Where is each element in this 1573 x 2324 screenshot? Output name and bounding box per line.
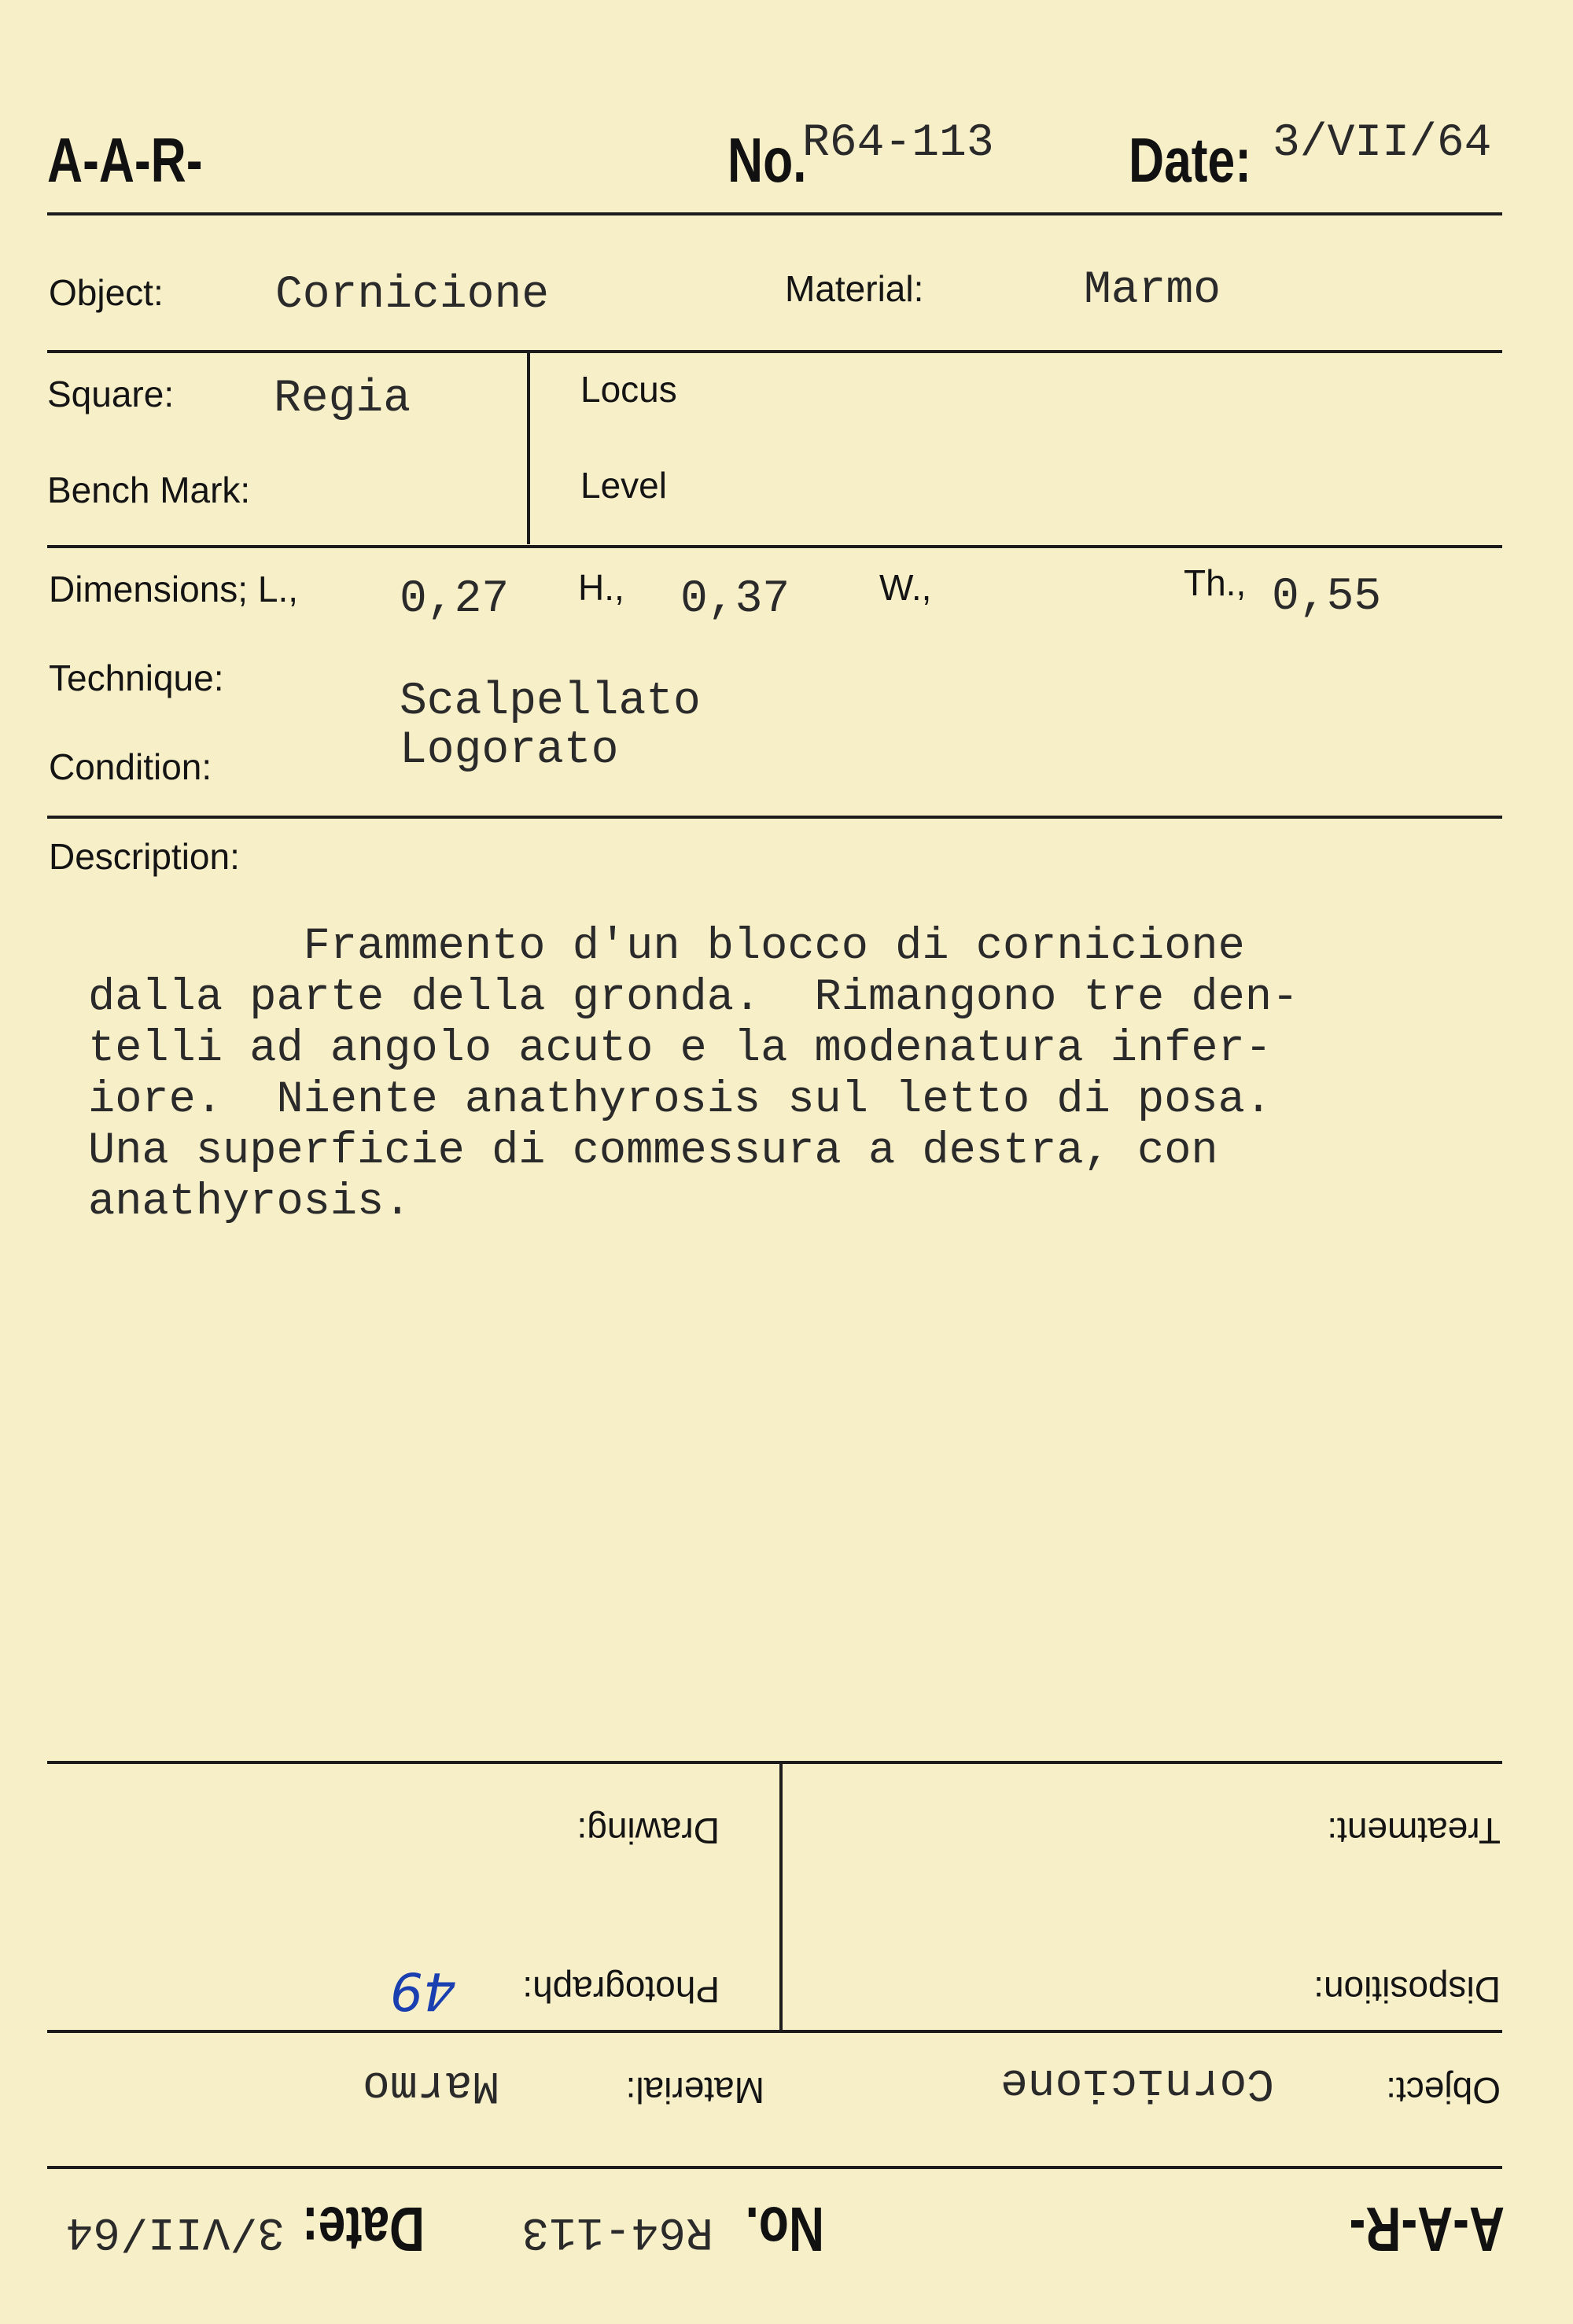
material-label: Material: [785,268,924,309]
number-value: R64-113 [802,118,994,169]
treatment-label: Treatment: [1327,1810,1501,1851]
condition-value: Logorato [400,725,619,776]
height-label: H., [578,567,624,608]
width-label: W., [879,567,932,608]
drawing-label: Drawing: [577,1810,720,1851]
reverse-number-label: No. [745,2194,824,2264]
material-value: Marmo [1084,265,1221,316]
technique-value: Scalpellato [400,676,701,727]
technique-label: Technique: [49,657,224,698]
reverse-material-value: Marmo [362,2059,499,2110]
length-value: 0,27 [400,574,510,625]
date-value: 3/VII/64 [1273,118,1492,169]
series-code: A-A-R- [47,125,203,195]
reverse-series-code: A-A-R- [1349,2194,1505,2264]
description-label: Description: [49,836,240,877]
reverse-section [0,1679,1573,2324]
locus-label: Locus [580,369,677,410]
square-value: Regia [274,374,411,425]
dimensions-label: Dimensions; L., [49,569,299,610]
number-label: No. [728,125,807,195]
rule-condition [47,816,1502,819]
reverse-object-value: Cornicione [1000,2057,1274,2108]
description-text: Frammento d'un blocco di cornicione dalla parte della gronda. Rimangono tre den- telli ad angolo acuto e la modenatura infer- iore. Niente anathyrosis sul letto di posa. Una superficie di commessura a destra, con anathyrosis. [88,922,1299,1228]
object-value: Cornicione [275,270,550,321]
reverse-rule-vertical [779,1764,783,2031]
rule-object [47,350,1502,353]
reverse-material-label: Material: [625,2070,764,2111]
square-label: Square: [47,374,175,414]
reverse-date-label: Date: [301,2194,425,2264]
rule-vertical-square [527,352,530,544]
object-label: Object: [49,272,164,313]
reverse-number-value: R64-113 [521,2205,713,2256]
disposition-label: Disposition: [1313,1969,1501,2010]
reverse-rule-object [47,2030,1502,2033]
reverse-object-label: Object: [1386,2070,1501,2111]
reverse-rule-header [47,2166,1502,2169]
rule-square [47,545,1502,548]
thickness-value: 0,55 [1272,572,1382,623]
date-label: Date: [1129,125,1252,195]
height-value: 0,37 [680,574,790,625]
photograph-label: Photograph: [522,1969,720,2010]
thickness-label: Th., [1184,562,1247,603]
condition-label: Condition: [49,746,212,787]
rule-header [47,212,1502,215]
photograph-number: 49 [390,1961,456,2021]
reverse-rule-bottom [47,1761,1502,1764]
bench-mark-label: Bench Mark: [47,470,251,510]
level-label: Level [580,465,667,506]
reverse-date-value: 3/VII/64 [65,2205,285,2256]
